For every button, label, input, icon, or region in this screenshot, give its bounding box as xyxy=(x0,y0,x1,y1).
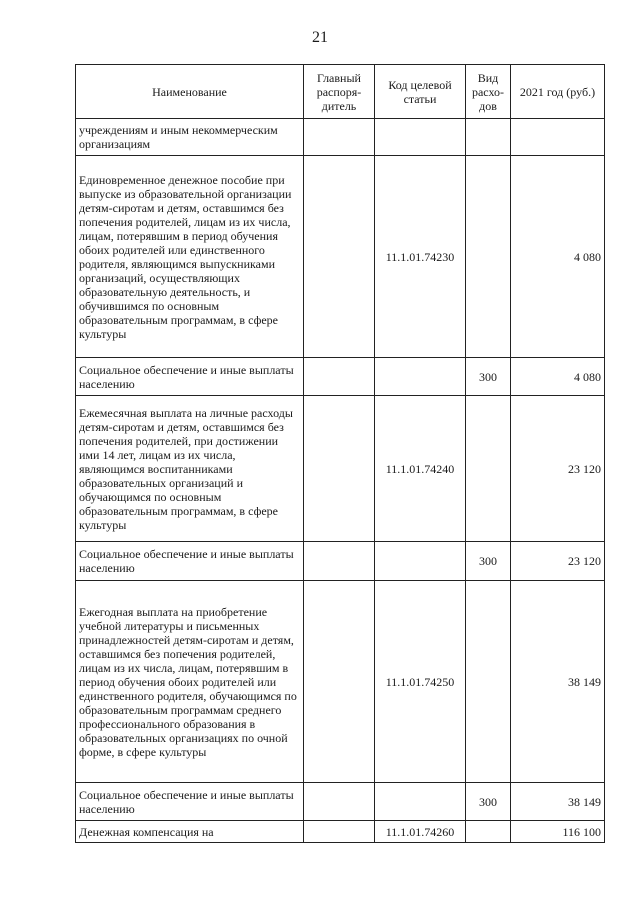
header-code: Код целевой статьи xyxy=(375,65,466,119)
row-name: Единовременное денежное пособие при выпуске из образовательной организации детям-сиротам и детям, оставшимся без попечения родителей, лицам из их числа, лицам, потерявшим в период обучения обоих родителей или единственного родителя, являющимся выпускниками организаций, осуществляющих образовательную деятельность, и обучившимся по основным образовательным программам, в сфере культуры xyxy=(76,156,304,358)
table-row xyxy=(76,358,605,396)
row-type xyxy=(466,821,511,843)
header-row xyxy=(76,65,605,119)
row-amount: 23 120 xyxy=(511,542,605,581)
table-body xyxy=(76,119,605,843)
row-code: 11.1.01.74230 xyxy=(375,156,466,358)
row-admin xyxy=(304,783,375,821)
table-row xyxy=(76,581,605,783)
row-type xyxy=(466,396,511,542)
row-name: Денежная компенсация на xyxy=(76,821,304,843)
row-name: Социальное обеспечение и иные выплаты населению xyxy=(76,783,304,821)
row-amount: 38 149 xyxy=(511,783,605,821)
row-amount: 38 149 xyxy=(511,581,605,783)
header-amount: 2021 год (руб.) xyxy=(511,65,605,119)
row-code: 11.1.01.74250 xyxy=(375,581,466,783)
row-amount: 116 100 xyxy=(511,821,605,843)
row-amount: 4 080 xyxy=(511,156,605,358)
table-row xyxy=(76,119,605,156)
header-admin: Главный распоря-дитель xyxy=(304,65,375,119)
row-admin xyxy=(304,542,375,581)
row-name: Социальное обеспечение и иные выплаты населению xyxy=(76,358,304,396)
row-name: Социальное обеспечение и иные выплаты населению xyxy=(76,542,304,581)
row-type xyxy=(466,119,511,156)
table-header xyxy=(76,65,605,119)
row-amount: 4 080 xyxy=(511,358,605,396)
row-admin xyxy=(304,821,375,843)
row-name: учреждениям и иным некоммерческим организациям xyxy=(76,119,304,156)
row-code xyxy=(375,542,466,581)
row-amount: 23 120 xyxy=(511,396,605,542)
table-row xyxy=(76,396,605,542)
row-amount xyxy=(511,119,605,156)
row-type xyxy=(466,156,511,358)
row-admin xyxy=(304,581,375,783)
row-type: 300 xyxy=(466,358,511,396)
row-type: 300 xyxy=(466,783,511,821)
row-code xyxy=(375,783,466,821)
header-type: Вид расхо-дов xyxy=(466,65,511,119)
row-name: Ежегодная выплата на приобретение учебной литературы и письменных принадлежностей детям-сиротам и детям, оставшимся без попечения родителей, лицам из их числа, лицам, потерявшим в период обучения обоих родителей или единственного родителя, обучающимся по образовательным программам среднего профессионального образования в образовательных организациях по очной форме, в сфере культуры xyxy=(76,581,304,783)
header-name: Наименование xyxy=(76,65,304,119)
row-admin xyxy=(304,358,375,396)
budget-table xyxy=(75,64,605,843)
row-admin xyxy=(304,119,375,156)
row-code: 11.1.01.74260 xyxy=(375,821,466,843)
row-type: 300 xyxy=(466,542,511,581)
table-row xyxy=(76,821,605,843)
row-type xyxy=(466,581,511,783)
table-row xyxy=(76,156,605,358)
row-name: Ежемесячная выплата на личные расходы детям-сиротам и детям, оставшимся без попечения родителей, при достижении ими 14 лет, лицам из их числа, являющимся воспитанниками образовательных организаций и обучающимся по основным образовательным программам, в сфере культуры xyxy=(76,396,304,542)
page-number: 21 xyxy=(312,29,328,46)
row-code xyxy=(375,119,466,156)
row-code xyxy=(375,358,466,396)
row-code: 11.1.01.74240 xyxy=(375,396,466,542)
row-admin xyxy=(304,396,375,542)
table-row xyxy=(76,542,605,581)
table-row xyxy=(76,783,605,821)
row-admin xyxy=(304,156,375,358)
